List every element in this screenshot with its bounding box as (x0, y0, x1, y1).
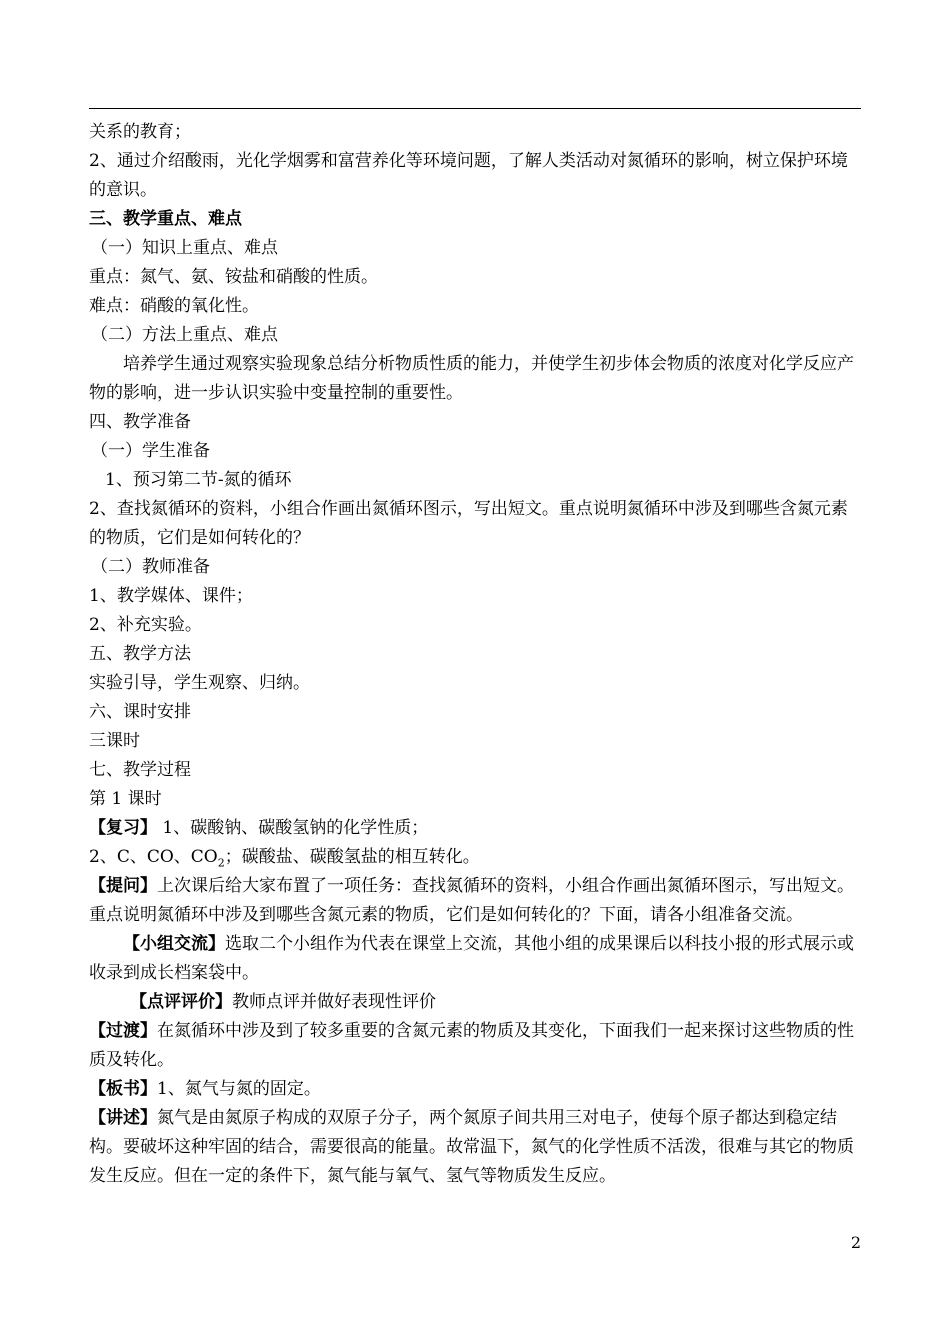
document-body (89, 118, 861, 1191)
list-item: 1、教学媒体、课件； (89, 586, 253, 606)
section-heading: 五、教学方法 (89, 644, 191, 664)
question-paragraph (89, 872, 861, 930)
transition-tag: 【过渡】 (89, 1021, 157, 1041)
paragraph: 第 1 课时 (89, 789, 162, 809)
header-rule (89, 108, 861, 109)
lecture-tag: 【讲述】 (89, 1108, 157, 1128)
paragraph: 三课时 (89, 731, 140, 751)
formula-subscript: 2 (217, 856, 225, 870)
formula-text: 2、C、CO、CO (89, 847, 218, 867)
review-tag: 【复习】 (89, 818, 157, 838)
list-item: 2、补充实验。 (89, 615, 202, 635)
evaluation-tag: 【点评评价】 (130, 992, 232, 1012)
paragraph: 关系的教育； (89, 122, 191, 142)
section-heading: 七、教学过程 (89, 760, 191, 780)
question-text: 上次课后给大家布置了一项任务：查找氮循环的资料，小组合作画出氮循环图示，写出短文。重点说明氮循环中涉及到哪些含氮元素的物质，它们是如何转化的？下面，请各小组准备交流。 (89, 876, 854, 925)
list-item: 1、预习第二节-氮的循环 (105, 470, 292, 490)
section-heading: 六、课时安排 (89, 702, 191, 722)
subheading: （二）教师准备 (91, 557, 210, 577)
section-heading: 三、教学重点、难点 (89, 209, 242, 229)
board-text: 1、氮气与氮的固定。 (157, 1079, 321, 1099)
lecture-text: 氮气是由氮原子构成的双原子分子，两个氮原子间共用三对电子，使每个原子都达到稳定结构。要破坏这种牢固的结合，需要很高的能量。故常温下，氮气的化学性质不活泼，很难与其它的物质发生反应。但在一定的条件下，氮气能与氧气、氢气等物质发生反应。 (89, 1108, 854, 1186)
board-tag: 【板书】 (89, 1079, 157, 1099)
board-paragraph (89, 1075, 861, 1104)
subheading: （一）知识上重点、难点 (91, 238, 278, 258)
formula-text-tail: ；碳酸盐、碳酸氢盐的相互转化。 (224, 847, 480, 867)
paragraph: 难点：硝酸的氧化性。 (89, 296, 259, 316)
subheading: （一）学生准备 (91, 441, 210, 461)
group-text: 选取二个小组作为代表在课堂上交流，其他小组的成果课后以科技小报的形式展示或收录到成长档案袋中。 (89, 934, 854, 983)
review-text: 1、碳酸钠、碳酸氢钠的化学性质； (157, 818, 429, 838)
page-number: 2 (850, 1233, 861, 1252)
section-heading: 四、教学准备 (89, 412, 191, 432)
group-tag: 【小组交流】 (123, 934, 225, 954)
paragraph: 重点：氮气、氨、铵盐和硝酸的性质。 (89, 267, 378, 287)
list-item: 2、查找氮循环的资料，小组合作画出氮循环图示，写出短文。重点说明氮循环中涉及到哪些含氮元素的物质，它们是如何转化的？ (89, 499, 848, 548)
evaluation-text: 教师点评并做好表现性评价 (232, 992, 436, 1012)
paragraph: 培养学生通过观察实验现象总结分析物质性质的能力，并使学生初步体会物质的浓度对化学反应产物的影响，进一步认识实验中变量控制的重要性。 (89, 354, 854, 403)
paragraph: 实验引导，学生观察、归纳。 (89, 673, 310, 693)
transition-paragraph (89, 1017, 861, 1075)
lecture-paragraph (89, 1104, 861, 1191)
subheading: （二）方法上重点、难点 (91, 325, 278, 345)
paragraph (89, 843, 861, 872)
review-paragraph (89, 814, 861, 843)
transition-text: 在氮循环中涉及到了较多重要的含氮元素的物质及其变化，下面我们一起来探讨这些物质的性质及转化。 (89, 1021, 854, 1070)
group-paragraph (89, 930, 861, 988)
question-tag: 【提问】 (89, 876, 157, 896)
paragraph: 2、通过介绍酸雨，光化学烟雾和富营养化等环境问题，了解人类活动对氮循环的影响，树立保护环境的意识。 (89, 151, 848, 200)
evaluation-paragraph (89, 988, 861, 1017)
